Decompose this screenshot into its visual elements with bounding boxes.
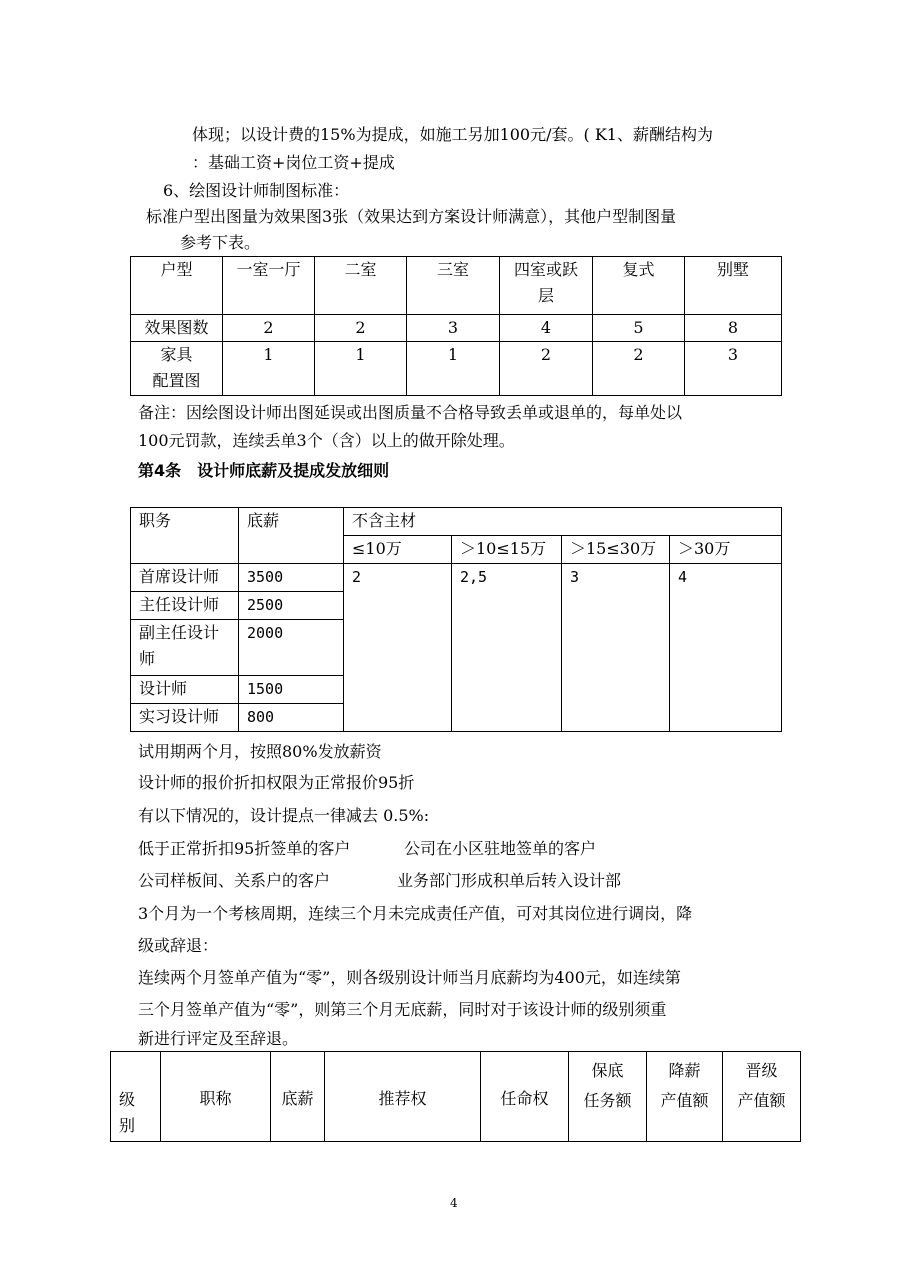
- intro-line1: 体现；以设计费的15%为提成，如施工另加100元/套。( K1、薪酬结构为: [192, 125, 713, 144]
- header-min-quota: 保底 任务额: [569, 1052, 647, 1142]
- para-assessment-1: 3个月为一个考核周期，连续三个月未完成责任产值，可对其岗位进行调岗，降: [138, 904, 693, 923]
- table-cell: 3: [685, 342, 782, 396]
- role-intern: 实习设计师: [131, 704, 239, 732]
- para-zero-1: 连续两个月签单产值为“零”，则各级别设计师当月底薪均为400元，如连续第: [138, 968, 681, 987]
- salary-designer: 1500: [239, 676, 344, 704]
- salary-director: 2500: [239, 592, 344, 620]
- note-line2: 100元罚款，连续丢单3个（含）以上的做开除处理。: [138, 431, 515, 450]
- tier-4: ＞30万: [670, 536, 782, 564]
- para-zero-2: 三个月签单产值为“零”，则第三个月无底薪，同时对于该设计师的级别须重: [138, 1000, 667, 1019]
- role-deputy-director: 副主任设计 师: [131, 620, 239, 676]
- para-case4: 业务部门形成积单后转入设计部: [397, 871, 622, 890]
- para-case2: 公司在小区驻地签单的客户: [404, 839, 597, 858]
- para-case1: 低于正常折扣95折签单的客户: [138, 839, 351, 858]
- rate-tier-3: 3: [562, 564, 670, 732]
- rate-tier-2: 2,5: [452, 564, 562, 732]
- tier-2: ＞10≤15万: [452, 536, 562, 564]
- header-demotion: 降薪 产值额: [647, 1052, 723, 1142]
- intro-line2: ：基础工资+岗位工资+提成: [192, 153, 395, 172]
- tier-3: ＞15≤30万: [562, 536, 670, 564]
- header-recommend: 推荐权: [325, 1052, 481, 1142]
- role-chief: 首席设计师: [131, 564, 239, 592]
- table-cell: 2: [500, 342, 593, 396]
- header-2room: 二室: [315, 257, 407, 315]
- para-probation: 试用期两个月，按照80%发放薪资: [138, 742, 382, 761]
- salary-chief: 3500: [239, 564, 344, 592]
- salary-intern: 800: [239, 704, 344, 732]
- para-zero-3: 新进行评定及至辞退。: [138, 1029, 299, 1048]
- item6-heading: 6、绘图设计师制图标准：: [163, 181, 350, 200]
- para-case3: 公司样板间、关系户的客户: [138, 871, 331, 890]
- salary-deputy-director: 2000: [239, 620, 344, 676]
- header-unit-type: 户型: [131, 257, 223, 315]
- note-line1: 备注：因绘图设计师出图延误或出图质量不合格导致丢单或退单的，每单处以: [138, 403, 683, 422]
- header-appoint: 任命权: [481, 1052, 569, 1142]
- header-4room: 四室或跃 层: [500, 257, 593, 315]
- table-cell: 8: [685, 315, 782, 342]
- header-3room: 三室: [407, 257, 500, 315]
- table-cell: 2: [315, 315, 407, 342]
- level-table: [110, 1051, 801, 1142]
- header-duplex: 复式: [593, 257, 685, 315]
- table-cell: 5: [593, 315, 685, 342]
- drawing-quota-table: [130, 256, 782, 396]
- para-deduction: 有以下情况的，设计提点一律减去 0.5%:: [138, 806, 430, 825]
- table-cell: 3: [407, 315, 500, 342]
- rate-tier-4: 4: [670, 564, 782, 732]
- salary-commission-table: [130, 507, 782, 732]
- row-furniture-label: 家具 配置图: [131, 342, 223, 396]
- table-cell: 1: [315, 342, 407, 396]
- rate-tier-1: 2: [344, 564, 452, 732]
- para-assessment-2: 级或辞退：: [138, 936, 219, 955]
- row-render-label: 效果图数: [131, 315, 223, 342]
- table-cell: 4: [500, 315, 593, 342]
- para-discount: 设计师的报价折扣权限为正常报价95折: [138, 773, 415, 792]
- header-1room: 一室一厅: [223, 257, 315, 315]
- table-cell: 2: [593, 342, 685, 396]
- role-designer: 设计师: [131, 676, 239, 704]
- intro-para1: 标准户型出图量为效果图3张（效果达到方案设计师满意），其他户型制图量: [146, 207, 677, 226]
- table-cell: 2: [223, 315, 315, 342]
- header-villa: 别墅: [685, 257, 782, 315]
- table-cell: 1: [407, 342, 500, 396]
- header-position: 职务: [131, 508, 239, 564]
- role-director: 主任设计师: [131, 592, 239, 620]
- header-base: 底薪: [271, 1052, 325, 1142]
- article4-title: 第4条 设计师底薪及提成发放细则: [138, 461, 390, 480]
- tier-1: ≤10万: [344, 536, 452, 564]
- header-promotion: 晋级 产值额: [723, 1052, 801, 1142]
- table-cell: 1: [223, 342, 315, 396]
- page-number: 4: [450, 1196, 458, 1210]
- header-base-salary: 底薪: [239, 508, 344, 564]
- header-title: 职称: [161, 1052, 271, 1142]
- header-level: 级 别: [111, 1052, 161, 1142]
- header-excl-materials: 不含主材: [344, 508, 782, 536]
- intro-para1b: 参考下表。: [180, 233, 261, 252]
